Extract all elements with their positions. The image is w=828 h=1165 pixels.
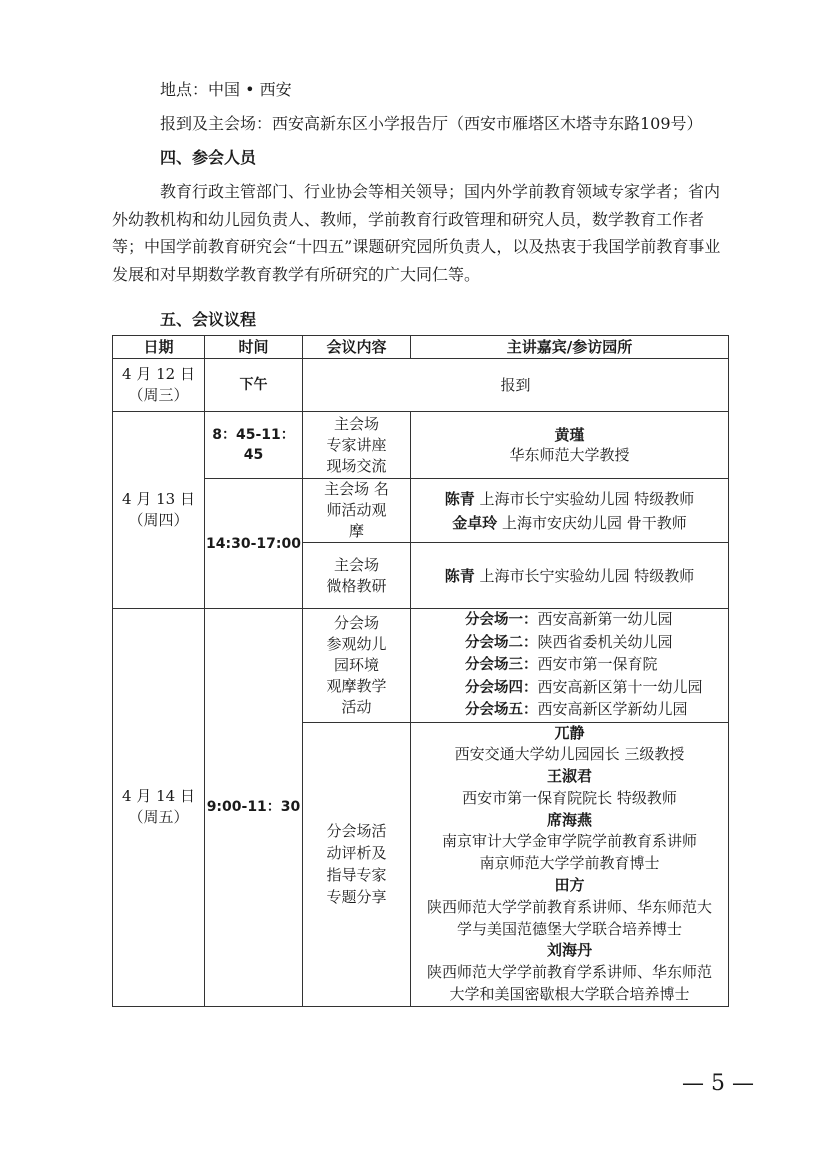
content-line: 微格教研: [326, 576, 387, 595]
list-item: [411, 632, 728, 655]
content-cell: [303, 543, 411, 609]
date-text: 4 月 13 日: [122, 490, 195, 508]
content-line: 活动: [341, 697, 372, 716]
section-title-attendees: 四、参会人员: [160, 148, 257, 167]
table-row: [113, 359, 729, 412]
venue-name: 陕西省委机关幼儿园: [537, 632, 673, 651]
speaker-entry: [411, 511, 728, 535]
expert-title: 西安交通大学幼儿园园长 三级教授: [454, 745, 685, 764]
venue-line: 报到及主会场：西安高新东区小学报告厅（西安市雁塔区木塔寺东路109号）: [160, 114, 703, 133]
venue-label: 分会场五：: [465, 702, 538, 718]
agenda-table: [112, 335, 729, 1007]
time-cell: 下午: [205, 359, 303, 412]
header-content: 会议内容: [303, 336, 411, 359]
venue-label: 分会场三：: [465, 657, 538, 673]
content-cell: [303, 479, 411, 543]
list-item: [411, 654, 728, 677]
speaker-title: 华东师范大学教授: [509, 446, 630, 464]
list-item: [411, 609, 728, 632]
weekday-text: （周四）: [128, 511, 189, 529]
venue-name: 西安市第一保育院: [537, 655, 658, 673]
attendees-paragraph: 教育行政主管部门、行业协会等相关领导；国内外学前教育领域专家学者；省内外幼教机构和幼儿园负责人、教师，学前教育行政管理和研究人员，数学教育工作者等；中国学前教育研究会“十四五”课题研究园所负责人，以及热衷于我国学前教育事业发展和对早期数学教育教学有所研究的广大同仁等。: [112, 182, 721, 284]
table-row: [113, 412, 729, 479]
date-cell: [113, 609, 205, 1007]
content-line: 摩: [348, 522, 364, 540]
expert-title: 西安市第一保育院院长 特级教师: [462, 788, 677, 807]
content-cell: [303, 412, 411, 479]
speaker-cell: [411, 479, 729, 543]
location-line: 地点：中国 • 西安: [160, 80, 292, 99]
expert-title: 南京师范大学学前教育博士: [479, 854, 660, 873]
content-line: 主会场: [333, 414, 379, 433]
content-line: 参观幼儿: [326, 634, 387, 653]
content-line: 现场交流: [326, 456, 387, 475]
expert-title: 陕西师范大学学前教育学系讲师、华东师范: [426, 963, 712, 982]
speaker-detail: 上海市长宁实验幼儿园 特级教师: [474, 566, 695, 585]
expert-name: 王淑君: [546, 767, 592, 786]
speaker-name: 黄瑾: [554, 426, 585, 444]
date-text: 4 月 14 日: [122, 787, 195, 806]
content-line: 指导专家: [326, 866, 387, 885]
venue-name: 西安高新区学新幼儿园: [537, 700, 688, 718]
content-cell: [303, 722, 411, 1006]
content-line: 主会场: [333, 555, 379, 574]
content-line: 专题分享: [326, 888, 387, 907]
content-line: 动评析及: [326, 844, 387, 863]
list-item: [411, 699, 728, 722]
time-cell: 9:00-11：30: [205, 609, 303, 1007]
section-title-agenda: 五、会议议程: [160, 310, 257, 329]
table-row: [113, 609, 729, 723]
content-cell: 报到: [303, 359, 729, 412]
date-cell: [113, 412, 205, 609]
venue-label: 分会场二：: [465, 634, 538, 651]
speaker-detail: 上海市长宁实验幼儿园 特级教师: [474, 489, 695, 508]
expert-name: 兀静: [554, 723, 585, 742]
weekday-text: （周五）: [128, 808, 189, 827]
content-line: 分会场: [333, 613, 379, 632]
content-line: 师活动观: [326, 501, 387, 519]
venue-name: 西安高新区第十一幼儿园: [537, 677, 703, 696]
content-cell: [303, 609, 411, 723]
time-cell: 8：45-11：45: [205, 412, 303, 479]
table-row: [113, 479, 729, 543]
venue-name: 西安高新第一幼儿园: [537, 610, 673, 628]
date-text: 4 月 12 日: [122, 365, 195, 383]
speaker-name: 陈青: [444, 489, 475, 508]
content-line: 主会场 名: [324, 480, 389, 498]
expert-title: 学与美国范德堡大学联合培养博士: [456, 919, 682, 938]
header-date: 日期: [113, 336, 205, 359]
expert-title: 南京审计大学金审学院学前教育系讲师: [441, 832, 697, 851]
venue-list-cell: [411, 609, 729, 723]
content-line: 园环境: [333, 655, 379, 674]
venue-label: 分会场一：: [465, 612, 538, 628]
speaker-cell: [411, 412, 729, 479]
expert-name: 田方: [554, 876, 585, 895]
content-line: 分会场活: [326, 822, 387, 841]
list-item: [411, 677, 728, 700]
speaker-name: 金卓玲: [452, 513, 498, 532]
content-line: 专家讲座: [326, 435, 387, 454]
table-header-row: [113, 336, 729, 359]
weekday-text: （周三）: [128, 386, 189, 404]
speaker-entry: [411, 487, 728, 511]
venue-label: 分会场四：: [465, 679, 538, 696]
expert-list-cell: [411, 722, 729, 1006]
header-speakers: 主讲嘉宾/参访园所: [411, 336, 729, 359]
header-time: 时间: [205, 336, 303, 359]
expert-name: 席海燕: [546, 810, 592, 829]
expert-title: 陕西师范大学学前教育系讲师、华东师范大: [426, 897, 712, 916]
expert-title: 大学和美国密歇根大学联合培养博士: [449, 985, 690, 1004]
date-cell: [113, 359, 205, 412]
speaker-cell: [411, 543, 729, 609]
speaker-detail: 上海市安庆幼儿园 骨干教师: [497, 513, 687, 532]
expert-name: 刘海丹: [546, 941, 592, 960]
time-cell: 14:30-17:00: [205, 479, 303, 609]
speaker-entry: [411, 566, 728, 586]
page-number: — 5 —: [682, 1071, 754, 1096]
speaker-name: 陈青: [444, 566, 475, 585]
content-line: 观摩教学: [326, 676, 387, 695]
